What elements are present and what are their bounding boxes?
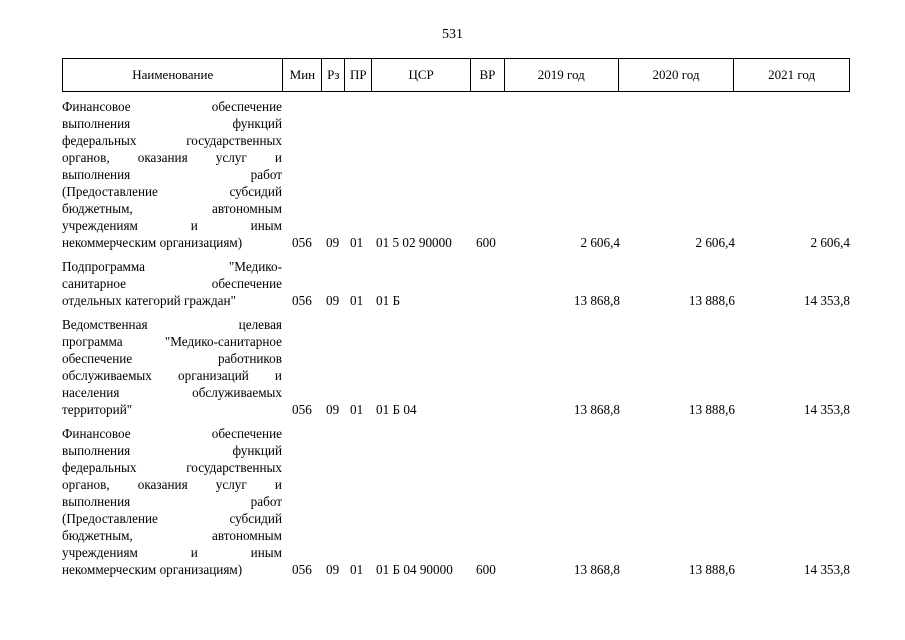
cell-min: 056 (292, 235, 312, 250)
cell-rz: 09 (326, 562, 340, 577)
header-2020: 2020 год (619, 59, 735, 91)
cell-pr: 01 (350, 402, 364, 417)
cell-pr: 01 (350, 562, 364, 577)
row-name-line: (Предоставление субсидий (62, 184, 282, 199)
table-row (62, 316, 850, 418)
row-name (62, 98, 282, 251)
row-name (62, 425, 282, 578)
row-name-line: территорий" (62, 402, 133, 417)
row-name-line: федеральных государственных (62, 460, 282, 475)
row-name-line: выполнения работ (62, 167, 282, 182)
cell-y2019: 13 868,8 (573, 293, 620, 308)
row-name-line: органов, оказания услуг и (62, 150, 282, 165)
table-row (62, 258, 850, 309)
row-name (62, 316, 282, 418)
row-name-line: учреждениям и иным (62, 545, 282, 560)
row-name-line: Подпрограмма "Медико- (62, 259, 282, 274)
row-name-line: Ведомственная целевая (62, 317, 282, 332)
cell-y2021: 14 353,8 (803, 293, 850, 308)
row-name-line: программа "Медико-санитарное (62, 334, 282, 349)
cell-y2020: 13 888,6 (688, 293, 735, 308)
cell-vr: 600 (476, 235, 496, 250)
cell-csr: 01 Б 04 90000 (376, 562, 453, 577)
row-name-line: учреждениям и иным (62, 218, 282, 233)
cell-y2021: 2 606,4 (810, 235, 850, 250)
row-name-line: федеральных государственных (62, 133, 282, 148)
header-csr: ЦСР (372, 59, 471, 91)
row-name-line: органов, оказания услуг и (62, 477, 282, 492)
row-name-line: (Предоставление субсидий (62, 511, 282, 526)
page-number: 531 (442, 27, 463, 42)
row-name-line: отдельных категорий граждан" (62, 293, 236, 308)
cell-y2021: 14 353,8 (803, 402, 850, 417)
table-header (62, 58, 850, 92)
header-vr: ВР (471, 59, 505, 91)
cell-min: 056 (292, 402, 312, 417)
table-body (62, 92, 850, 578)
row-name-line: бюджетным, автономным (62, 201, 282, 216)
row-name-line: обслуживаемых организаций и (62, 368, 282, 383)
cell-y2020: 13 888,6 (688, 402, 735, 417)
cell-min: 056 (292, 293, 312, 308)
row-name-line: санитарное обеспечение (62, 276, 282, 291)
row-name-line: выполнения функций (62, 116, 282, 131)
table-row (62, 425, 850, 578)
cell-csr: 01 Б 04 (376, 402, 417, 417)
row-name-line: бюджетным, автономным (62, 528, 282, 543)
row-name-line: некоммерческим организациям) (62, 562, 243, 577)
cell-rz: 09 (326, 235, 340, 250)
cell-rz: 09 (326, 402, 340, 417)
row-name-line: Финансовое обеспечение (62, 99, 282, 114)
cell-min: 056 (292, 562, 312, 577)
cell-y2019: 13 868,8 (573, 402, 620, 417)
cell-y2019: 13 868,8 (573, 562, 620, 577)
cell-y2020: 2 606,4 (695, 235, 735, 250)
row-name-line: населения обслуживаемых (62, 385, 282, 400)
cell-y2019: 2 606,4 (580, 235, 620, 250)
row-name-line: выполнения функций (62, 443, 282, 458)
header-name: Наименование (63, 59, 283, 91)
cell-csr: 01 Б (376, 293, 401, 308)
table-row (62, 98, 850, 251)
cell-y2021: 14 353,8 (803, 562, 850, 577)
cell-vr: 600 (476, 562, 496, 577)
cell-rz: 09 (326, 293, 340, 308)
cell-pr: 01 (350, 235, 364, 250)
header-2021: 2021 год (768, 67, 816, 82)
header-2019: 2019 год (505, 59, 619, 91)
header-rz: Рз (322, 59, 345, 91)
row-name (62, 258, 282, 309)
header-pr: ПР (345, 59, 372, 91)
row-name-line: Финансовое обеспечение (62, 426, 282, 441)
row-name-line: выполнения работ (62, 494, 282, 509)
row-name-line: обеспечение работников (62, 351, 282, 366)
cell-pr: 01 (350, 293, 364, 308)
row-name-line: некоммерческим организациям) (62, 235, 243, 250)
header-min: Мин (283, 59, 322, 91)
cell-csr: 01 5 02 90000 (376, 235, 452, 250)
cell-y2020: 13 888,6 (688, 562, 735, 577)
